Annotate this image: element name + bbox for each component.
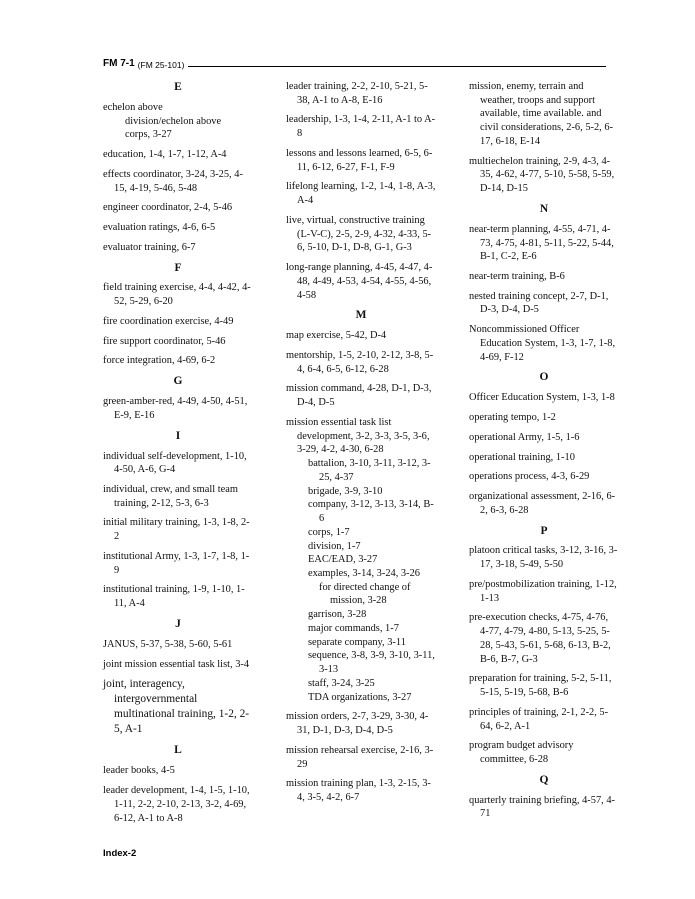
index-entry: JANUS, 5-37, 5-38, 5-60, 5-61 bbox=[103, 638, 233, 650]
letter-heading-o: O bbox=[539, 371, 549, 384]
index-entry: individual, crew, and small team training, 2-12, 5-3, 6-3 bbox=[103, 483, 238, 509]
index-entry: effects coordinator, 3-24, 3-25, 4-15, 4-19, 5-46, 5-48 bbox=[103, 168, 243, 194]
letter-heading-q: Q bbox=[539, 773, 549, 786]
index-entry: leader training, 2-2, 2-10, 5-21, 5-38, A-1 to A-8, E-16 bbox=[286, 81, 428, 106]
sub-entry: TDA organizations, 3-27 bbox=[308, 691, 412, 703]
index-entry: near-term training, B-6 bbox=[469, 271, 565, 283]
index-entry: leader books, 4-5 bbox=[103, 765, 175, 777]
index-entry: engineer coordinator, 2-4, 5-46 bbox=[103, 202, 233, 214]
index-entry: joint, interagency, intergovernmental multinational training, 1-2, 2-5, A-1 bbox=[103, 678, 250, 736]
sub-entry: division, 1-7 bbox=[308, 540, 361, 552]
index-entry: organizational assessment, 2-16, 6-2, 6-3, 6-28 bbox=[469, 491, 616, 516]
sub-entry: battalion, 3-10, 3-11, 3-12, 3-25, 4-37 bbox=[308, 458, 431, 483]
entry-text: corps, 3-27 bbox=[125, 129, 172, 141]
index-column-3 bbox=[469, 80, 619, 827]
index-entry: lifelong learning, 1-2, 1-4, 1-8, A-3, A-4 bbox=[286, 181, 436, 207]
sub-entry: separate company, 3-11 bbox=[308, 636, 406, 648]
index-column-1 bbox=[103, 80, 253, 831]
index-entry: lessons and lessons learned, 6-5, 6-11, 6-12, 6-27, F-1, F-9 bbox=[286, 147, 433, 173]
index-entry: leadership, 1-3, 1-4, 2-11, A-1 to A-8 bbox=[286, 114, 436, 140]
page-number: Index-2 bbox=[103, 848, 137, 859]
index-entry: mission training plan, 1-3, 2-15, 3-4, 3-5, 4-2, 6-7 bbox=[286, 778, 431, 803]
index-entry: mission orders, 2-7, 3-29, 3-30, 4-31, D-1, D-3, D-4, D-5 bbox=[286, 711, 429, 737]
index-entry: principles of training, 2-1, 2-2, 5-64, 6-2, A-1 bbox=[469, 706, 609, 732]
letter-heading-e: E bbox=[174, 81, 182, 93]
letter-heading-m: M bbox=[355, 309, 367, 322]
entry-text: mission essential task list development, 3-2, 3-3, 3-5, 3-6, 3-29, 4-2, 4-30, 6-28 bbox=[286, 416, 430, 456]
letter-heading-f: F bbox=[174, 261, 182, 274]
page-header bbox=[103, 55, 606, 69]
index-entry: mission command, 4-28, D-1, D-3, D-4, D-5 bbox=[286, 383, 432, 409]
sub-entry: staff, 3-24, 3-25 bbox=[308, 677, 375, 689]
sub-entry: corps, 1-7 bbox=[308, 526, 350, 538]
sub-entry: sequence, 3-8, 3-9, 3-10, 3-11, 3-13 bbox=[308, 650, 435, 676]
index-entry: live, virtual, constructive training (L-V-C), 2-5, 2-9, 4-32, 4-33, 5-6, 5-10, D-1, D-8, G-1, G-3 bbox=[286, 214, 432, 254]
index-entry: operations process, 4-3, 6-29 bbox=[469, 471, 590, 483]
index-entry: institutional Army, 1-3, 1-7, 1-8, 1-9 bbox=[103, 550, 250, 576]
letter-heading-n: N bbox=[539, 202, 549, 215]
entry-text: division/echelon above bbox=[125, 115, 222, 127]
index-entry: evaluation ratings, 4-6, 6-5 bbox=[103, 222, 216, 234]
index-entry: mission, enemy, terrain and weather, troops and support available, time available. and civil considerations, 2-6, 5-2, 6-17, 6-18, E-14 bbox=[469, 81, 614, 147]
sub-entry: examples, 3-14, 3-24, 3-26 bbox=[308, 567, 420, 579]
index-entry: evaluator training, 6-7 bbox=[103, 241, 196, 253]
sub-entry: garrison, 3-28 bbox=[308, 609, 367, 621]
index-entry: field training exercise, 4-4, 4-42, 4-52, 5-29, 6-20 bbox=[103, 282, 251, 308]
index-entry: near-term planning, 4-55, 4-71, 4-73, 4-75, 4-81, 5-11, 5-22, 5-44, B-1, C-2, E-6 bbox=[469, 223, 614, 263]
index-entry bbox=[286, 416, 436, 704]
index-entry: operational training, 1-10 bbox=[469, 451, 575, 463]
manual-number: FM 7-1 bbox=[103, 58, 135, 69]
index-entry: nested training concept, 2-7, D-1, D-3, D-4, D-5 bbox=[469, 290, 609, 316]
sub-entry: company, 3-12, 3-13, 3-14, B-6 bbox=[308, 499, 434, 525]
index-entry: preparation for training, 5-2, 5-11, 5-15, 5-19, 5-68, B-6 bbox=[469, 673, 612, 699]
header-rule bbox=[188, 66, 606, 67]
index-entry: Noncommissioned Officer Education System, 1-3, 1-7, 1-8, 4-69, F-12 bbox=[469, 324, 616, 363]
index-entry: mentorship, 1-5, 2-10, 2-12, 3-8, 5-4, 6-4, 6-5, 6-12, 6-28 bbox=[286, 349, 434, 375]
index-entry: leader development, 1-4, 1-5, 1-10, 1-11, 2-2, 2-10, 2-13, 3-2, 4-69, 6-12, A-1 to A-8 bbox=[103, 785, 250, 824]
index-entry: program budget advisory committee, 6-28 bbox=[469, 740, 574, 765]
index-entry: initial military training, 1-3, 1-8, 2-2 bbox=[103, 517, 250, 543]
sub-entry: brigade, 3-9, 3-10 bbox=[308, 485, 383, 497]
sub-entry: major commands, 1-7 bbox=[308, 622, 399, 634]
index-entry: Officer Education System, 1-3, 1-8 bbox=[469, 392, 615, 404]
index-entry: long-range planning, 4-45, 4-47, 4-48, 4-49, 4-53, 4-54, 4-55, 4-56, 4-58 bbox=[286, 262, 433, 301]
letter-heading-i: I bbox=[175, 429, 181, 442]
entry-text: echelon above bbox=[103, 101, 163, 113]
index-column-2 bbox=[286, 80, 436, 811]
letter-heading-j: J bbox=[175, 617, 181, 630]
index-entry: pre/postmobilization training, 1-12, 1-13 bbox=[469, 578, 617, 604]
manual-supersedes: (FM 25-101) bbox=[137, 59, 185, 70]
index-entry: platoon critical tasks, 3-12, 3-16, 3-17, 3-18, 5-49, 5-50 bbox=[469, 545, 618, 571]
letter-heading-l: L bbox=[174, 744, 182, 757]
letter-heading-p: P bbox=[540, 524, 548, 537]
index-entry: fire support coordinator, 5-46 bbox=[103, 335, 226, 347]
index-entry: fire coordination exercise, 4-49 bbox=[103, 315, 234, 327]
index-entry: joint mission essential task list, 3-4 bbox=[103, 658, 250, 670]
sub-entry: for directed change of mission, 3-28 bbox=[319, 581, 411, 607]
index-entry bbox=[103, 101, 253, 142]
index-entry: operational Army, 1-5, 1-6 bbox=[469, 431, 580, 443]
index-entry: education, 1-4, 1-7, 1-12, A-4 bbox=[103, 149, 227, 161]
index-entry: green-amber-red, 4-49, 4-50, 4-51, E-9, E-16 bbox=[103, 396, 248, 421]
index-entry: pre-execution checks, 4-75, 4-76, 4-77, 4-79, 4-80, 5-13, 5-25, 5-28, 5-43, 5-61, 5-68, 6-13, B-2, B-6, B-7, G-3 bbox=[469, 612, 611, 665]
sub-entry: EAC/EAD, 3-27 bbox=[308, 554, 378, 566]
index-entry: mission rehearsal exercise, 2-16, 3-29 bbox=[286, 744, 434, 770]
index-entry: multiechelon training, 2-9, 4-3, 4-35, 4-62, 4-77, 5-10, 5-58, 5-59, D-14, D-15 bbox=[469, 155, 615, 195]
index-entry: map exercise, 5-42, D-4 bbox=[286, 330, 387, 342]
index-entry: institutional training, 1-9, 1-10, 1-11, A-4 bbox=[103, 584, 245, 610]
index-entry: operating tempo, 1-2 bbox=[469, 412, 556, 424]
index-entry: individual self-development, 1-10, 4-50, A-6, G-4 bbox=[103, 450, 247, 476]
letter-heading-g: G bbox=[173, 375, 183, 388]
index-entry: quarterly training briefing, 4-57, 4-71 bbox=[469, 794, 616, 820]
index-entry: force integration, 4-69, 6-2 bbox=[103, 355, 216, 367]
